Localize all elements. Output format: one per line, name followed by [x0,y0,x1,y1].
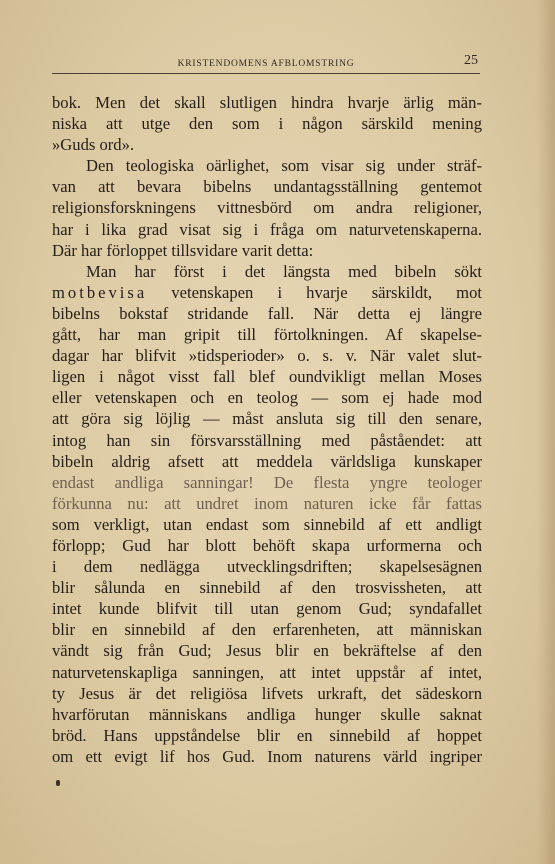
text-line: dagar har blifvit »tidsperioder» o. s. v. När valet slut- [52,346,482,366]
text-line: intog han sin försvarsställning med påståendet: att [52,430,482,450]
text-line: förlopp; Gud har blott behöft skapa urformerna och [52,535,482,555]
text-line: om ett evigt lif hos Gud. Inom naturens värld ingriper [52,746,482,766]
text-line: Där har förloppet tillsvidare varit detta: [52,240,314,260]
body-text [52,92,482,767]
text-line: ligen i något visst fall blef oundvikligt mellan Moses [52,367,482,387]
text-line: endast andliga sanningar! De flesta yngre teologer [52,472,482,492]
emphasized-word: motbevisa [52,282,148,302]
ink-mark [56,780,60,786]
text-line: blir sålunda en sinnebild af den trosvissheten, att [52,578,482,598]
text-line: gått, har man gripit till förtolkningen. Af skapelse- [52,325,482,345]
text-line: bröd. Hans uppståndelse blir en sinnebild af hoppet [52,725,482,745]
text-line: hvarförutan människans andliga hunger skulle saknat [52,704,482,724]
header-title: KRISTENDOMENS AFBLOMSTRING [177,59,355,69]
text-line: Den teologiska oärlighet, som visar sig under sträf- [86,156,482,176]
text-line: naturvetenskapliga sanningen, att intet uppstår af intet, [52,662,482,682]
text-line: blir en sinnebild af den erfarenheten, att människan [52,620,482,640]
text-line [52,282,482,303]
text-line: bibeln aldrig afsett att meddela världsliga kunskaper [52,451,482,471]
text-line: som verkligt, utan endast som sinnebild af ett andligt [52,514,482,534]
text-line: har i lika grad visat sig i fråga om naturvetenskaperna. [52,219,482,239]
text-line: bok. Men det skall slutligen hindra hvarje ärlig män- [52,93,482,112]
text-line: att göra sig löjlig — måst ansluta sig till den senare, [52,409,482,429]
text-line: van att bevara bibelns undantagsställning gentemot [52,177,482,197]
page-number: 25 [464,53,478,68]
running-head [52,53,480,74]
text-line: vändt sig från Gud; Jesus blir en bekräftelse af den [52,641,482,661]
text-line: religionsforskningens vittnesbörd om andra religioner, [52,198,482,218]
text-line: bibelns bokstaf stridande fall. När detta ej längre [52,303,482,323]
text-line: ty Jesus är det religiösa lifvets urkraft, det sädeskorn [52,683,482,703]
text-line: eller vetenskapen och en teolog — som ej hade mod [52,388,482,408]
text-line: niska att utge den som i någon särskild mening [52,114,482,134]
text-line: förkunna nu: att undret inom naturen icke får fattas [52,493,482,513]
text-line: intet kunde blifvit till utan genom Gud; syndafallet [52,599,482,619]
text-fragment: vetenskapen i hvarje särskildt, mot [171,282,482,302]
text-line: i dem nedlägga utvecklingsdriften; skapelsesägnen [52,557,482,577]
text-line: Man har först i det längsta med bibeln sökt [86,261,482,281]
text-line: »Guds ord». [52,135,135,155]
